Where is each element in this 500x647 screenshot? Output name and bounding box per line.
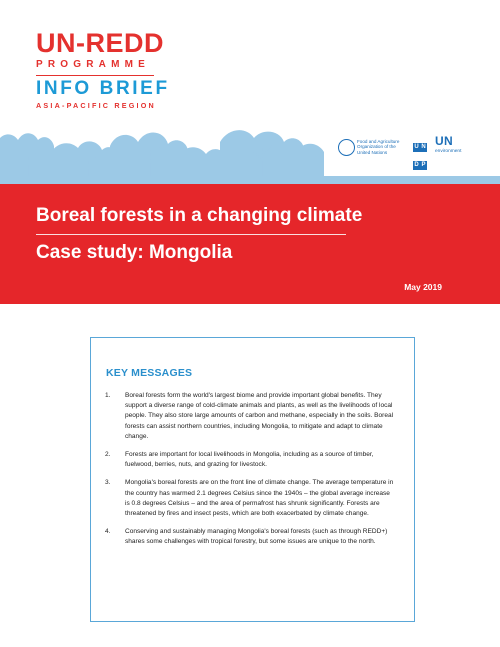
fao-name: Food and Agriculture Organization of the United Nations [357,139,400,155]
list-item-number: 4. [105,528,111,536]
list-item [105,478,395,519]
undp-letter: U [414,144,419,150]
logo-info-brief: INFO BRIEF [36,78,170,99]
key-messages-heading: KEY MESSAGES [106,367,193,379]
list-item-number: 1. [105,392,111,399]
list-item-number: 3. [105,479,111,487]
list-item-text: Forests are important for local livelihoods in Mongolia, including as a source of timber, fuelwood, berries, nuts, and grazing for livestock. [125,451,374,469]
unep-mark: UN [435,134,453,148]
unep-logo [435,135,475,171]
list-item [105,527,395,547]
list-item-text: Conserving and sustainably managing Mongolia's boreal forests (such as through REDD+) shares some challenges with tropical forestry, but some issues are unique to the north. [125,528,388,546]
fao-logo [338,135,406,171]
title-banner [0,184,500,304]
fao-emblem-icon [338,139,355,156]
logo-programme: PROGRAMME [36,59,151,70]
list-item-text: Mongolia's boreal forests are on the front line of climate change. The average temperature in the country has warmed 2.1 degrees Celsius since the 1940s – the global average increase is 0.8 degrees Celsius – and the area of permafrost has shrunk significantly. Forests are threatened by fires and insect pests, which are both exacerbated by climate change. [125,479,394,518]
logo-unredd: UN-REDD [36,28,164,58]
undp-letter: D [414,162,419,168]
key-messages-box [90,337,415,622]
unredd-logo [36,30,170,110]
list-item [105,450,395,470]
publication-date: May 2019 [404,282,442,292]
list-item [105,391,395,442]
list-item-number: 2. [105,451,111,459]
logo-divider [36,75,154,76]
page-title: Boreal forests in a changing climate [36,205,363,226]
logo-region: ASIA-PACIFIC REGION [36,101,156,110]
undp-letter: N [421,144,426,150]
title-divider [36,234,346,235]
page-subtitle: Case study: Mongolia [36,242,233,263]
unep-text: environment [435,149,462,154]
undp-letter: P [421,162,426,168]
list-item-text: Boreal forests form the world's largest biome and provide important global benefits. They support a diverse range of cold-climate animals and plants, as well as the livelihoods of local people. They also store large amounts of carbon and methane, especially in the soils. Boreal forests can assist northern countries, including Mongolia, to mitigate and adapt to climate change. [125,392,394,440]
key-messages-list [105,391,395,556]
undp-logo [413,135,428,171]
